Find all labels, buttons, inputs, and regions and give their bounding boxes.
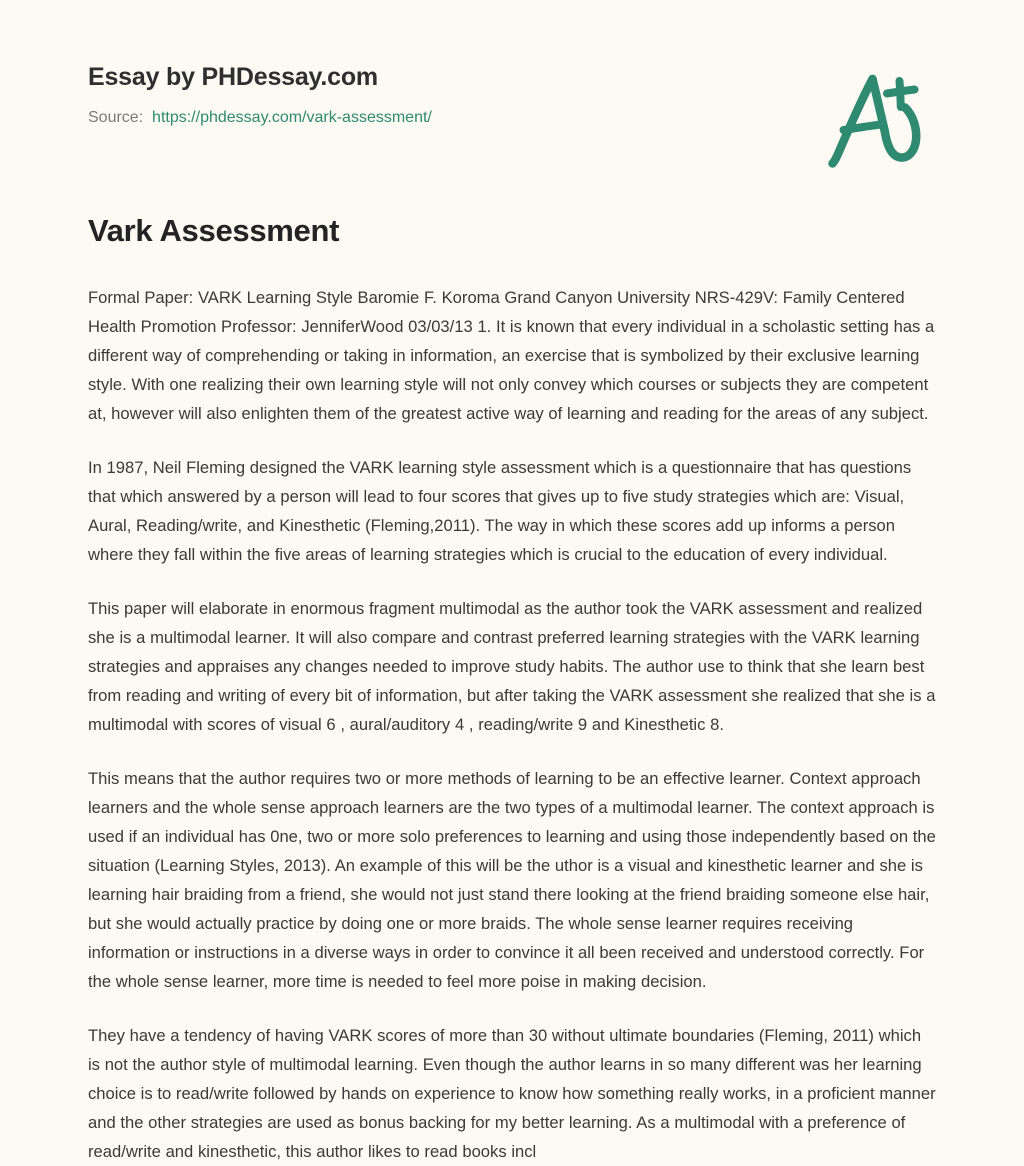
page-title: Vark Assessment [88,213,340,248]
article-paragraph: In 1987, Neil Fleming designed the VARK learning style assessment which is a questionnaire that has questions that which answered by a person will lead to four scores that gives up to five study strategies which are: Visual, Aural, Reading/write, and Kinesthetic (Fleming,2011). The way in which these scores add up informs a person where they fall within the five areas of learning strategies which is crucial to the education of every individual. [88,458,912,565]
source-label: Source: [88,109,144,126]
article-paragraph: This paper will elaborate in enormous fragment multimodal as the author took the VARK assessment and realized she is a multimodal learner. It will also compare and contrast preferred learning strategies with the VARK learning strategies and appraises any changes needed to improve study habits. The author use to think that she learn best from reading and writing of every bit of information, but after taking the VARK assessment she realized that she is a multimodal with scores of visual 6 , aural/auditory 4 , reading/write 9 and Kinesthetic 8. [88,599,936,735]
article-paragraph: They have a tendency of having VARK scores of more than 30 without ultimate boundaries (Fleming, 2011) which is not the author style of multimodal learning. Even though the author learns in so many different was her learning choice is to read/write followed by hands on experience to know how something really works, in a proficient manner and the other strategies are used as bonus backing for my better learning. As a multimodal with a preference of read/write and kinesthetic, this author likes to read books incl [88,1026,936,1162]
article-paragraph: This means that the author requires two or more methods of learning to be an effective learner. Context approach learners and the whole sense approach learners are the two types of a multimodal learner. The context approach is used if an individual has 0ne, two or more solo preferences to learning and using those independently based on the situation (Learning Styles, 2013). An example of this will be the uthor is a visual and kinesthetic learner and she is learning hair braiding from a friend, she would not just stand there looking at the friend braiding someone else hair, but she would actually practice by doing one or more braids. The whole sense learner requires receiving information or instructions in a diverse ways in order to convince it all been received and understood correctly. For the whole sense learner, more time is needed to feel more poise in making decision. [88,769,936,992]
source-url-link[interactable]: https://phdessay.com/vark-assessment/ [152,109,432,126]
article-paragraph: Formal Paper: VARK Learning Style Baromie F. Koroma Grand Canyon University NRS-429V: Family Centered Health Promotion Professor: JenniferWood 03/03/13 1. It is known that every individual in a scholastic setting has a different way of comprehending or taking in information, an exercise that is symbolized by their exclusive learning style. With one realizing their own learning style will not only convey which courses or subjects they are competent at, however will also enlighten them of the greatest active way of learning and reading for the areas of any subject. [88,288,935,424]
phdessay-a-plus-logo-icon [816,68,928,172]
article-body [88,283,936,1166]
article [88,212,936,1166]
site-title: Essay by PHDessay.com [88,63,378,91]
